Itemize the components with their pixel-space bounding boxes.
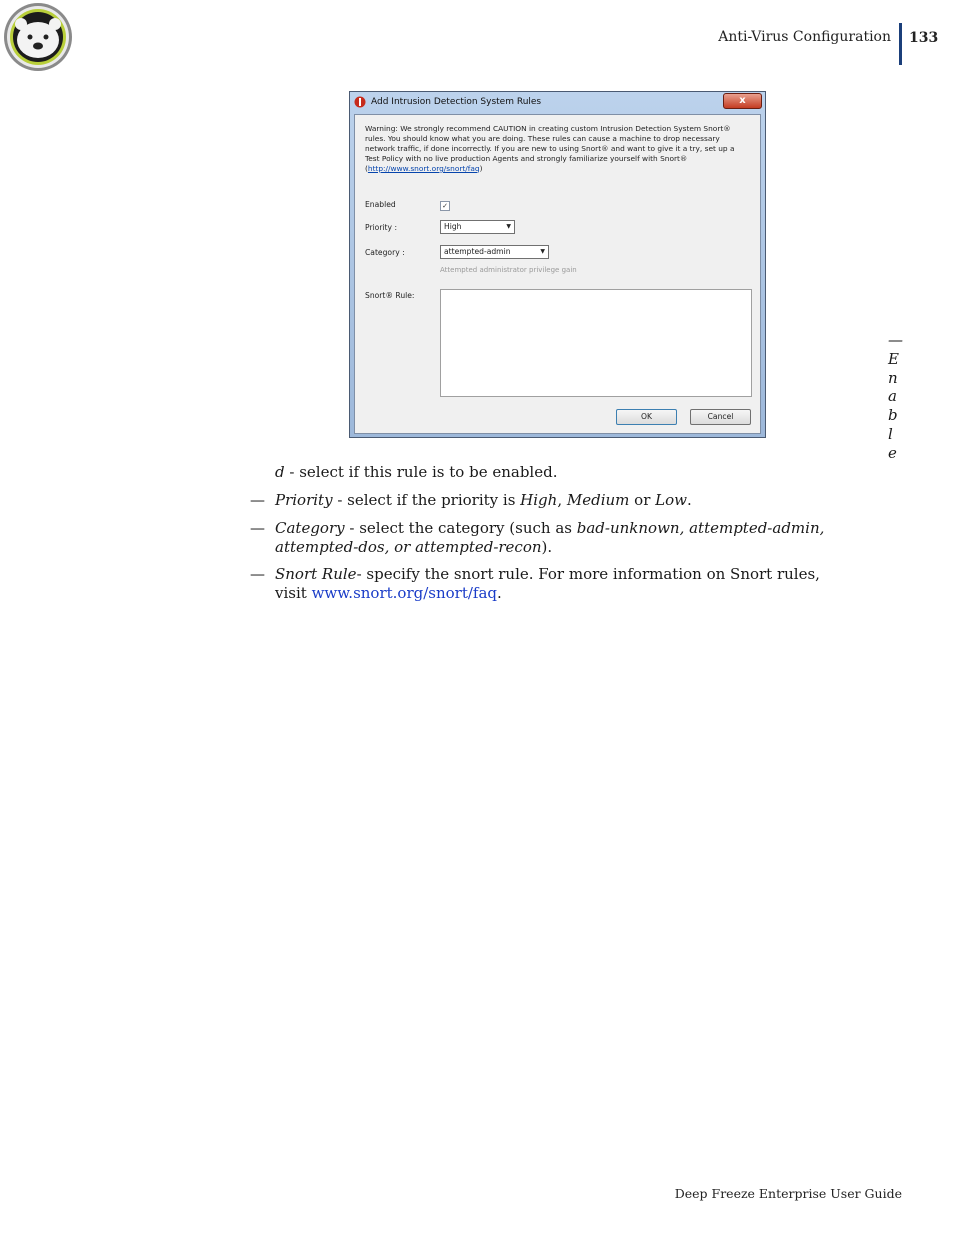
- bullet-dash: —: [250, 519, 265, 537]
- category-description-text: Category - select the category (such as bad-unknown, attempted-admin, attempted-dos, or attempted-recon).: [275, 519, 825, 556]
- priority-label: Priority :: [365, 223, 397, 232]
- page-number: 133: [909, 30, 939, 46]
- bullet-dash: —: [250, 491, 265, 509]
- dialog-titlebar: [350, 92, 765, 112]
- category-value: attempted-admin: [444, 247, 511, 256]
- category-select[interactable]: [440, 245, 549, 259]
- priority-description: Priority - select if the priority is High, Medium or Low.: [275, 491, 692, 509]
- cancel-button[interactable]: Cancel: [690, 409, 751, 425]
- snort-faq-link[interactable]: http://www.snort.org/snort/faq: [367, 164, 480, 173]
- chevron-down-icon: ▼: [506, 223, 511, 230]
- vertical-enabled-term: — E n a b l e: [888, 331, 903, 462]
- header-divider-bar: [899, 23, 902, 65]
- running-footer: Deep Freeze Enterprise User Guide: [674, 1186, 902, 1201]
- ok-button[interactable]: OK: [616, 409, 677, 425]
- snort-rule-textarea[interactable]: [440, 289, 752, 397]
- snort-rule-description: Snort Rule- specify the snort rule. For more information on Snort rules, visit www.snort.org/snort/faq.: [275, 565, 820, 602]
- priority-value: High: [444, 222, 462, 231]
- dialog-title: Add Intrusion Detection System Rules: [371, 97, 542, 107]
- dialog-client-area: [354, 114, 761, 434]
- app-icon: [354, 96, 366, 108]
- bullet-dash: —: [250, 565, 265, 583]
- enabled-label: Enabled: [365, 200, 396, 209]
- priority-select[interactable]: [440, 220, 515, 234]
- caution-warning-text: Warning: We strongly recommend CAUTION in creating custom Intrusion Detection System Snort® rules. You should know what you are doing. These rules can cause a machine to drop necessary network traffic, if done incorrectly. If you are new to using Snort® and want to give it a try, set up a Test Policy with no live production Agents and strongly familiarize yourself with Snort® (http://www.snort.org/snort/faq): [365, 124, 735, 173]
- enabled-description: d - select if this rule is to be enabled.: [275, 463, 558, 481]
- chevron-down-icon: ▼: [540, 248, 545, 255]
- close-button[interactable]: x: [723, 93, 762, 109]
- enabled-checkbox[interactable]: ✓: [440, 201, 450, 211]
- polar-bear-logo-icon: [3, 2, 73, 72]
- category-label: Category :: [365, 248, 405, 257]
- category-description: Attempted administrator privilege gain: [440, 266, 577, 274]
- snort-faq-web-link[interactable]: www.snort.org/snort/faq: [311, 584, 498, 602]
- add-ids-rules-dialog: [349, 91, 766, 438]
- snort-rule-label: Snort® Rule:: [365, 291, 415, 300]
- running-header-title: Anti-Virus Configuration: [718, 29, 891, 45]
